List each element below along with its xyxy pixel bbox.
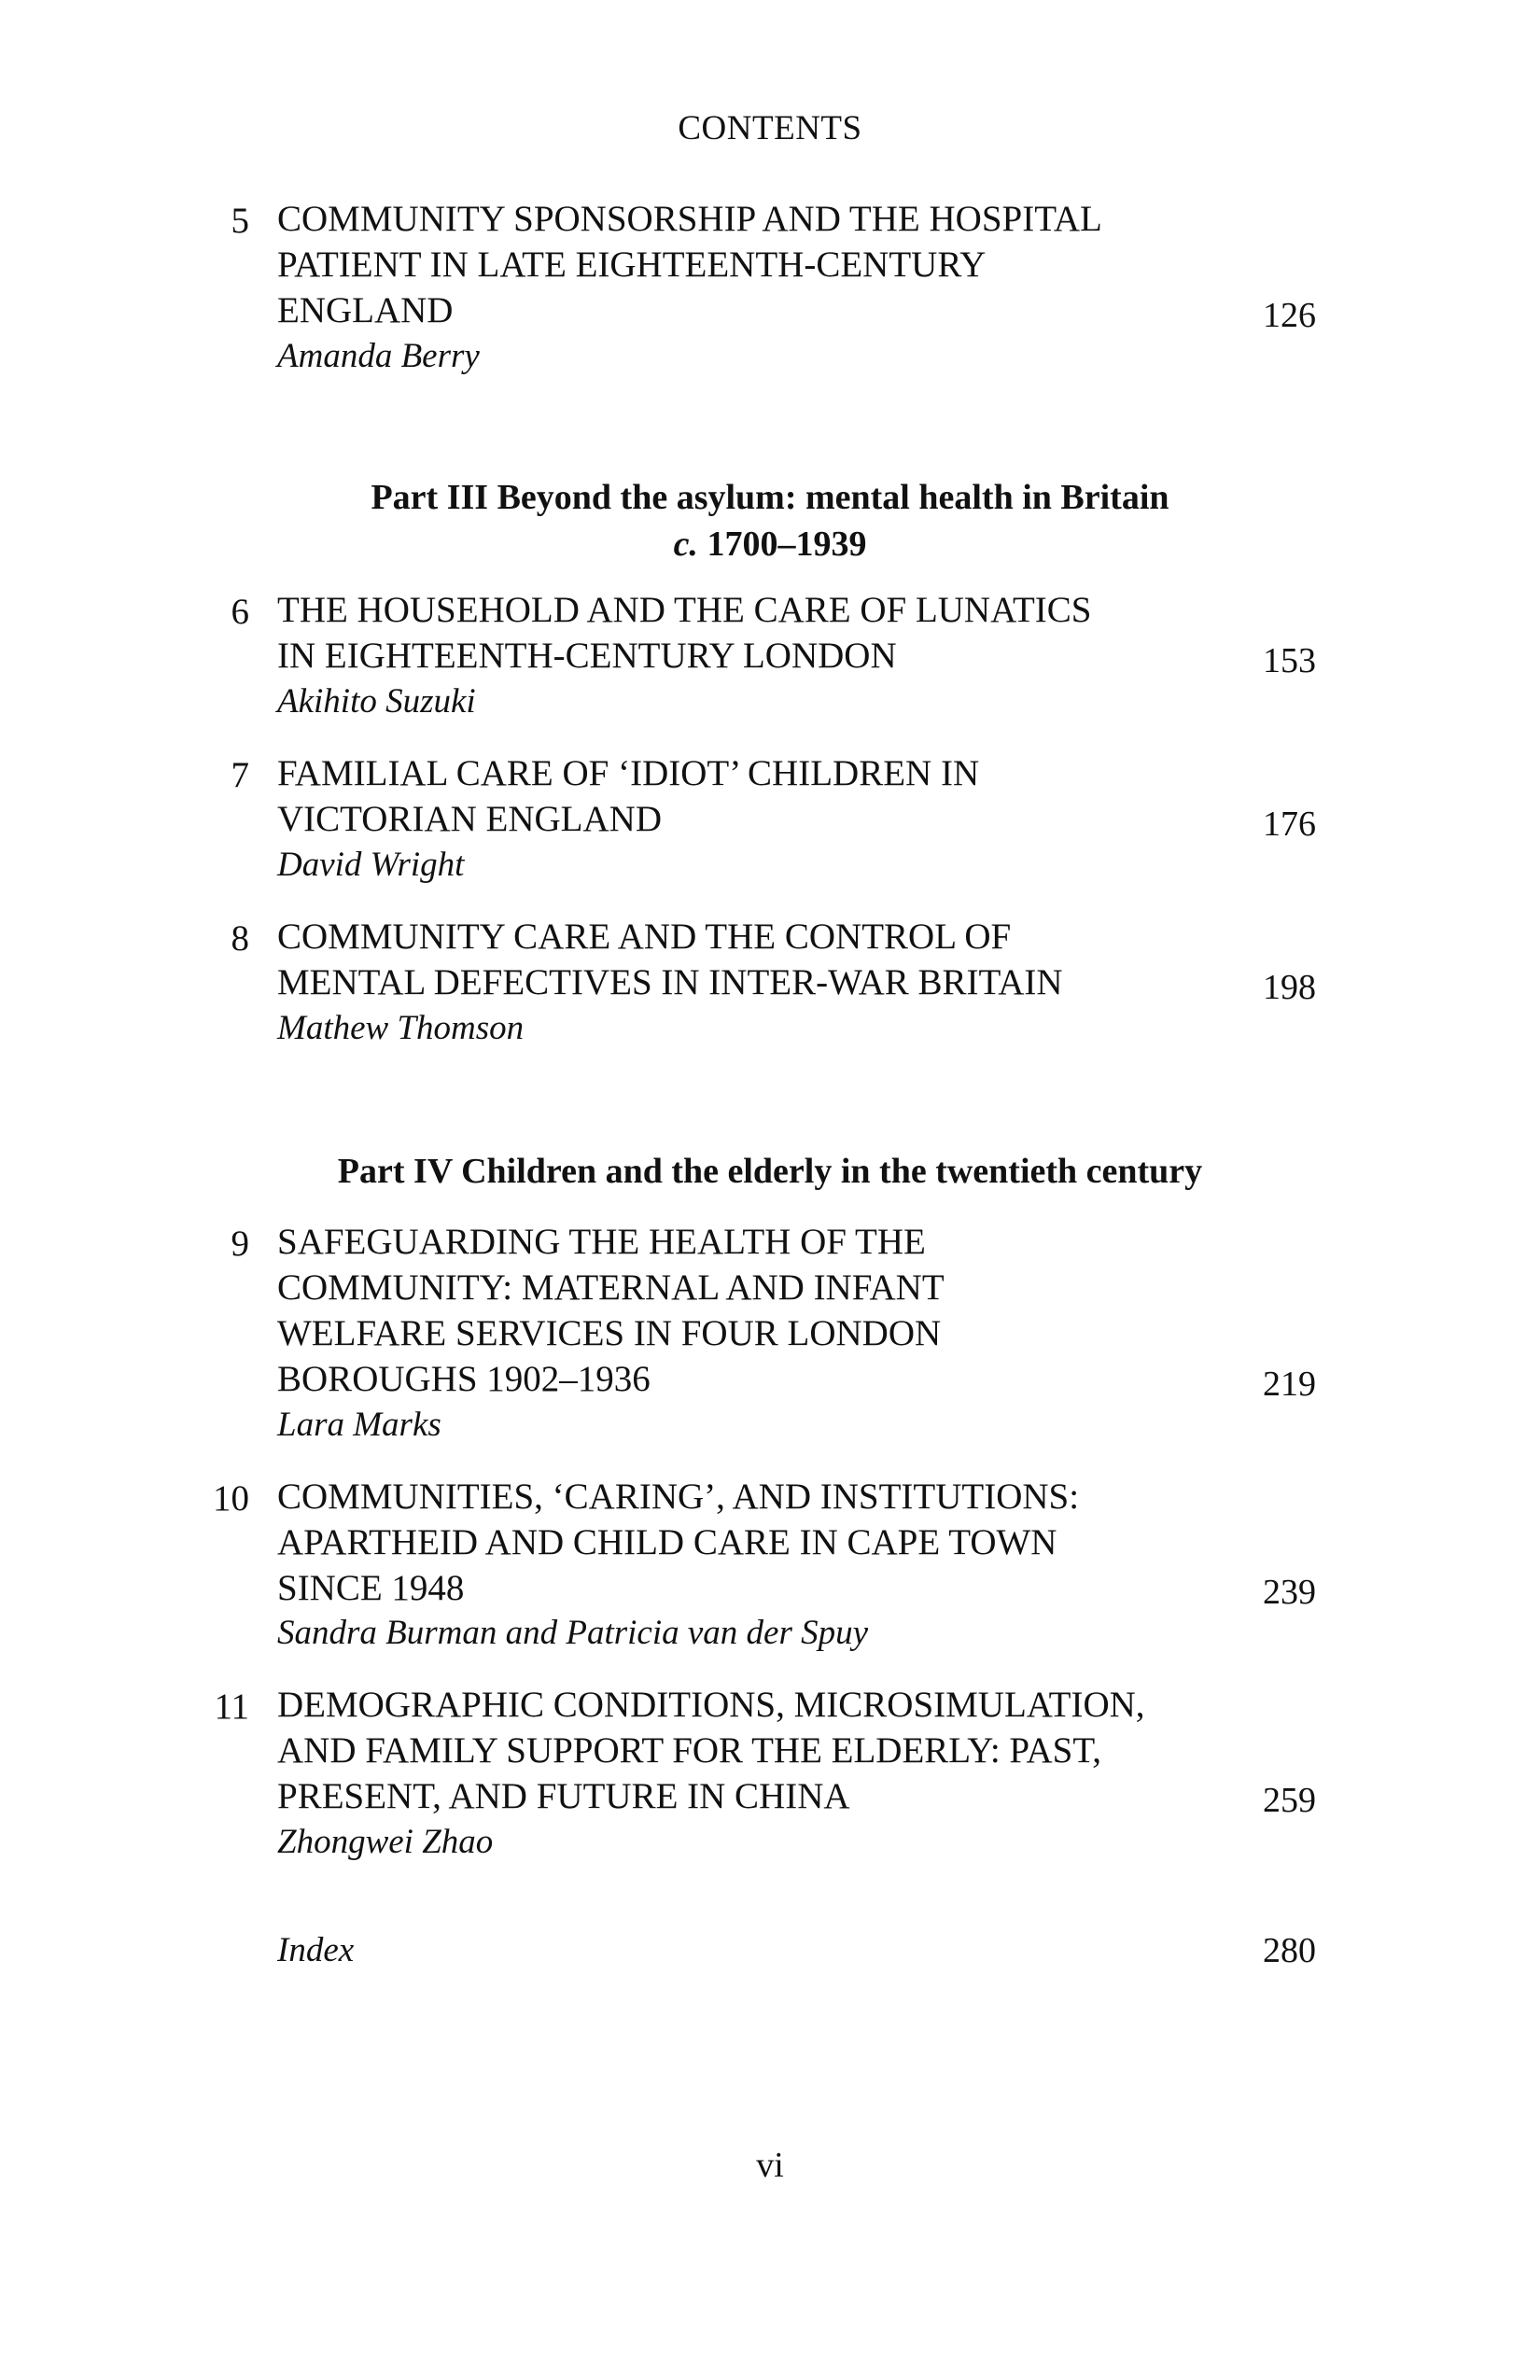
part-heading-iii — [0, 474, 1540, 567]
chapter-title-line: PATIENT IN LATE EIGHTEENTH-CENTURY — [277, 245, 987, 285]
page-number: 153 — [1263, 641, 1316, 680]
chapter-title-line: VICTORIAN ENGLAND — [277, 799, 662, 839]
page-number: 280 — [1263, 1931, 1316, 1970]
chapter-title-line: APARTHEID AND CHILD CARE IN CAPE TOWN — [277, 1522, 1057, 1562]
chapter-author: Lara Marks — [277, 1406, 441, 1444]
chapter-number: 5 — [231, 201, 249, 241]
chapter-title-line: DEMOGRAPHIC CONDITIONS, MICROSIMULATION, — [277, 1685, 1145, 1725]
part-heading-line-2 — [0, 521, 1540, 567]
chapter-title-line: THE HOUSEHOLD AND THE CARE OF LUNATICS — [277, 590, 1092, 630]
chapter-title-line: AND FAMILY SUPPORT FOR THE ELDERLY: PAST, — [277, 1730, 1102, 1771]
page-number: 259 — [1263, 1781, 1316, 1820]
chapter-title-line: SAFEGUARDING THE HEALTH OF THE — [277, 1222, 926, 1262]
chapter-title-line: PRESENT, AND FUTURE IN CHINA — [277, 1776, 850, 1816]
chapter-title-line: COMMUNITY SPONSORSHIP AND THE HOSPITAL — [277, 199, 1102, 239]
page-number: 198 — [1263, 968, 1316, 1007]
part-heading-line: Part III Beyond the asylum: mental health in Britain — [371, 478, 1169, 517]
chapter-title-line: MENTAL DEFECTIVES IN INTER-WAR BRITAIN — [277, 962, 1063, 1002]
folio-page-number: vi — [756, 2146, 784, 2185]
chapter-title-line: SINCE 1948 — [277, 1568, 465, 1608]
chapter-title — [277, 1219, 945, 1402]
page-number: 239 — [1263, 1573, 1316, 1612]
index-label: Index — [277, 1931, 355, 1969]
chapter-title — [277, 1474, 1079, 1611]
page-number: 126 — [1263, 296, 1316, 335]
chapter-author: Akihito Suzuki — [277, 682, 476, 721]
chapter-number: 7 — [231, 755, 249, 795]
chapter-title-line: IN EIGHTEENTH-CENTURY LONDON — [277, 636, 897, 676]
chapter-title-line: FAMILIAL CARE OF ‘IDIOT’ CHILDREN IN — [277, 753, 980, 793]
chapter-title — [277, 196, 1102, 333]
chapter-title-line: BOROUGHS 1902–1936 — [277, 1359, 651, 1399]
chapter-number: 10 — [213, 1478, 249, 1519]
chapter-title — [277, 914, 1063, 1005]
chapter-author: Mathew Thomson — [277, 1009, 525, 1047]
chapter-number: 6 — [231, 592, 249, 632]
chapter-title — [277, 1682, 1145, 1819]
chapter-author: Sandra Burman and Patricia van der Spuy — [277, 1614, 869, 1652]
chapter-number: 9 — [231, 1224, 249, 1264]
part-date-range: 1700–1939 — [707, 525, 867, 564]
chapter-title-line: COMMUNITY CARE AND THE CONTROL OF — [277, 917, 1012, 957]
chapter-author: David Wright — [277, 846, 465, 884]
part-heading-line: Part IV Children and the elderly in the twentieth century — [337, 1152, 1203, 1191]
running-head: CONTENTS — [678, 109, 862, 147]
page-number: 219 — [1263, 1365, 1316, 1404]
chapter-title-line: WELFARE SERVICES IN FOUR LONDON — [277, 1313, 942, 1353]
chapter-title-line: ENGLAND — [277, 290, 454, 330]
chapter-author: Amanda Berry — [277, 337, 480, 375]
chapter-number: 11 — [214, 1687, 249, 1727]
page-number: 176 — [1263, 805, 1316, 844]
chapter-title-line: COMMUNITIES, ‘CARING’, AND INSTITUTIONS: — [277, 1477, 1080, 1517]
chapter-title-line: COMMUNITY: MATERNAL AND INFANT — [277, 1267, 945, 1308]
chapter-author: Zhongwei Zhao — [277, 1823, 494, 1861]
part-heading-iv — [0, 1148, 1540, 1195]
chapter-number: 8 — [231, 918, 249, 959]
circa-abbrev: c. — [673, 525, 698, 564]
chapter-title — [277, 750, 979, 842]
chapter-title — [277, 587, 1091, 679]
